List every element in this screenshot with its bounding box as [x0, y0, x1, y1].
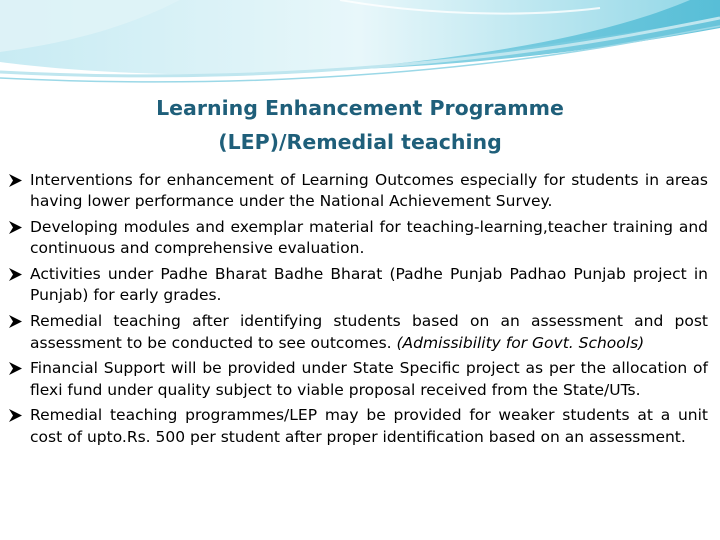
bullet-text: Financial Support will be provided under State Specific project as per the allocation of flexi fund under quality subject to viable proposal received from the State/UTs.: [30, 359, 708, 399]
bullet-item-interventions: [8, 170, 708, 213]
slide-title: [0, 91, 720, 159]
bullet-item-remedial-programmes: [8, 405, 708, 448]
bullet-item-activities: [8, 264, 708, 307]
arrow-bullet-icon: [8, 408, 23, 423]
bullet-text: Interventions for enhancement of Learning Outcomes especially for students in areas having lower performance under the National Achievement Survey.: [30, 171, 708, 211]
arrow-bullet-icon: [8, 361, 23, 376]
arrow-bullet-icon: [8, 314, 23, 329]
bullet-text: Activities under Padhe Bharat Badhe Bharat (Padhe Punjab Padhao Punjab project in Punjab) for early grades.: [30, 265, 708, 305]
bullet-italic-note: (Admissibility for Govt. Schools): [396, 333, 645, 352]
header-wave-decoration: [0, 0, 720, 90]
bullet-text: Developing modules and exemplar material for teaching-learning,teacher training and continuous and comprehensive evaluation.: [30, 218, 708, 258]
bullet-item-modules: [8, 217, 708, 260]
bullet-item-financial-support: [8, 358, 708, 401]
slide-title-line-2: (LEP)/Remedial teaching: [218, 130, 502, 154]
bullet-list: [8, 170, 708, 453]
slide-title-line-1: Learning Enhancement Programme: [156, 96, 564, 120]
bullet-text: Remedial teaching programmes/LEP may be provided for weaker students at a unit cost of upto.Rs. 500 per student after proper identification based on an assessment.: [30, 406, 708, 446]
bullet-text: Remedial teaching after identifying students based on an assessment and post assessment to be conducted to see outcomes.: [30, 312, 708, 352]
arrow-bullet-icon: [8, 267, 23, 282]
arrow-bullet-icon: [8, 173, 23, 188]
arrow-bullet-icon: [8, 220, 23, 235]
bullet-item-remedial: [8, 311, 708, 354]
